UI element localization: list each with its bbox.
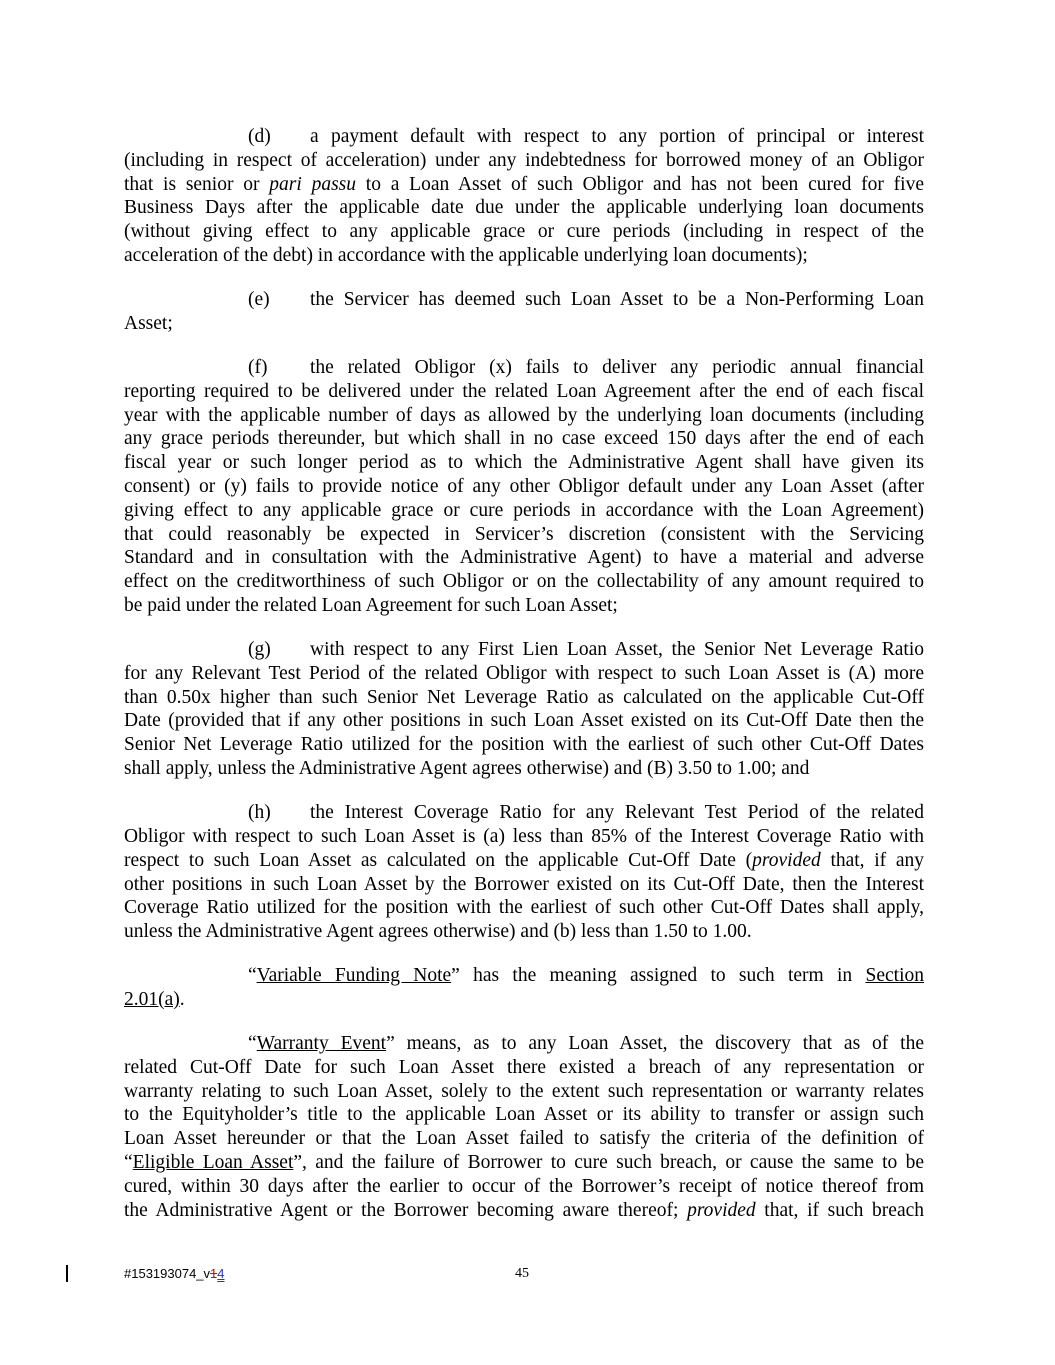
text-line: that could reasonably be expected in Servicer’s discretion (consistent with the Servicing [124, 523, 924, 545]
paragraph [124, 356, 924, 618]
text-line: Business Days after the applicable date due under the applicable underlying loan documents [124, 197, 924, 219]
paragraph [124, 1032, 924, 1222]
text-line: reporting required to be delivered under the related Loan Agreement after the end of each fiscal [124, 380, 924, 402]
text-line: (f) the related Obligor (x) fails to deliver any periodic annual financial [248, 356, 924, 378]
document-id [124, 1266, 225, 1281]
text-line: (e) the Servicer has deemed such Loan Asset to be a Non-Performing Loan [248, 289, 924, 311]
clause-label: (e) [248, 289, 270, 311]
text-line: that is senior or pari passu to a Loan Asset of such Obligor and has not been cured for five [124, 173, 924, 195]
text-line: for any Relevant Test Period of the related Obligor with respect to such Loan Asset is (A) more [124, 662, 924, 684]
text-line: consent) or (y) fails to provide notice of any other Obligor default under any Loan Asset (after [124, 475, 924, 497]
clause-label: (g) [248, 639, 271, 661]
text-line: (including in respect of acceleration) under any indebtedness for borrowed money of an Obligor [124, 149, 924, 171]
defined-term: Warranty Event [256, 1033, 387, 1055]
document-body [124, 125, 924, 1243]
clause-label: (f) [248, 356, 268, 378]
paragraph [124, 288, 924, 336]
italic-text: provided [752, 849, 821, 871]
text-line: Date (provided that if any other positions in such Loan Asset existed on its Cut-Off Date then the [124, 710, 924, 732]
text-line: to the Equityholder’s title to the applicable Loan Asset or its ability to transfer or assign such [124, 1104, 924, 1126]
text-line: fiscal year or such longer period as to which the Administrative Agent shall have given its [124, 452, 924, 474]
clause-label: (d) [248, 126, 271, 147]
paragraph [124, 801, 924, 944]
text-line: Standard and in consultation with the Administrative Agent) to have a material and adverse [124, 547, 924, 569]
text-line: related Cut-Off Date for such Loan Asset there existed a breach of any representation or [124, 1056, 924, 1078]
paragraph [124, 638, 924, 781]
text-line: effect on the creditworthiness of such Obligor or on the collectability of any amount required to [124, 571, 924, 593]
defined-term: Section [865, 965, 924, 987]
text-line: Senior Net Leverage Ratio utilized for the position with the earliest of such other Cut-Off Dates [124, 734, 924, 756]
italic-text: provided [687, 1199, 756, 1221]
text-line: (h) the Interest Coverage Ratio for any Relevant Test Period of the related [248, 802, 924, 824]
text-line: than 0.50x higher than such Senior Net Leverage Ratio as calculated on the applicable Cut-Off [124, 686, 924, 708]
text-line: unless the Administrative Agent agrees otherwise) and (b) less than 1.50 to 1.00. [124, 921, 752, 943]
text-line: 2.01(a). [124, 988, 185, 1010]
text-line: giving effect to any applicable grace or cure periods in accordance with the Loan Agreement) [124, 499, 924, 521]
defined-term: Variable Funding Note [256, 965, 452, 987]
text-line: the Administrative Agent or the Borrower becoming aware thereof; provided that, if such breach [124, 1199, 925, 1221]
text-line: any grace periods thereunder, but which shall in no case exceed 150 days after the end of each [124, 428, 924, 450]
paragraph [124, 125, 924, 268]
italic-text: pari passu [269, 173, 356, 195]
text-line: year with the applicable number of days as allowed by the underlying loan documents (including [124, 404, 924, 426]
page-footer [0, 1264, 1055, 1284]
defined-term: Eligible Loan Asset [132, 1152, 294, 1174]
text-line: other positions in such Loan Asset by the Borrower existed on its Cut-Off Date, then the Interest [124, 873, 924, 895]
text-line: Obligor with respect to such Loan Asset is (a) less than 85% of the Interest Coverage Ratio with [124, 825, 924, 847]
defined-term: 2.01(a) [124, 988, 180, 1010]
deleted-version: 1 [210, 1266, 218, 1281]
clause-label: (h) [248, 802, 271, 824]
text-line: (d) a payment default with respect to any portion of principal or interest [248, 126, 924, 147]
document-id-prefix: #153193074_v [124, 1266, 211, 1281]
text-line: “Warranty Event” means, as to any Loan Asset, the discovery that as of the [248, 1033, 925, 1055]
text-line: “Eligible Loan Asset”, and the failure of Borrower to cure such breach, or cause the same to be [124, 1152, 925, 1174]
change-bar [66, 1265, 68, 1282]
text-line: warranty relating to such Loan Asset, solely to the extent such representation or warranty relates [124, 1080, 924, 1102]
text-line: cured, within 30 days after the earlier to occur of the Borrower’s receipt of notice thereof from [124, 1175, 924, 1197]
text-line: be paid under the related Loan Agreement for such Loan Asset; [124, 594, 618, 616]
text-line: Coverage Ratio utilized for the position with the earliest of such other Cut-Off Dates shall apply, [124, 897, 924, 919]
text-line: Asset; [124, 312, 173, 334]
text-line: (g) with respect to any First Lien Loan Asset, the Senior Net Leverage Ratio [248, 639, 924, 661]
text-line: (without giving effect to any applicable grace or cure periods (including in respect of the [124, 221, 924, 243]
paragraph [124, 964, 924, 1012]
text-line: shall apply, unless the Administrative Agent agrees otherwise) and (B) 3.50 to 1.00; and [124, 758, 810, 780]
page-number: 45 [515, 1266, 529, 1281]
text-line: “Variable Funding Note” has the meaning assigned to such term in Section [248, 965, 924, 987]
inserted-version: 4 [217, 1266, 225, 1281]
text-line: Loan Asset hereunder or that the Loan Asset failed to satisfy the criteria of the definition of [124, 1128, 924, 1150]
text-line: respect to such Loan Asset as calculated on the applicable Cut-Off Date (provided that, if any [124, 849, 925, 871]
text-line: acceleration of the debt) in accordance with the applicable underlying loan documents); [124, 244, 808, 266]
